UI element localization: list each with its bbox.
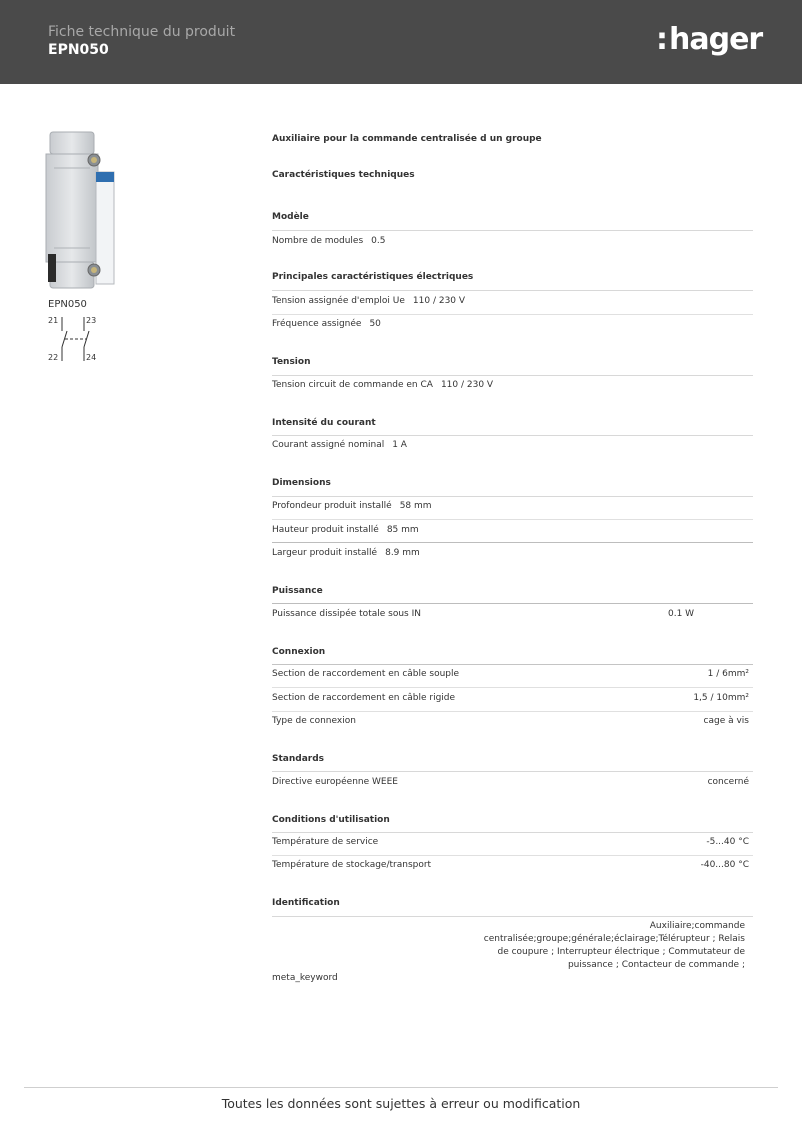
logo-text: hager — [669, 22, 763, 57]
divider — [272, 711, 753, 712]
section-title-modele: Modèle — [272, 212, 309, 222]
section-title-standards: Standards — [272, 754, 325, 764]
product-image — [44, 128, 118, 290]
spec-value: 0.1 W — [668, 609, 695, 619]
spec-label: Tension assignée d'emploi Ue — [272, 296, 405, 306]
section-title-connexion: Connexion — [272, 647, 326, 657]
spec-label: Section de raccordement en câble rigide — [272, 693, 456, 703]
spec-row — [272, 548, 749, 558]
spec-row — [272, 440, 749, 450]
spec-row — [272, 777, 749, 787]
section-title-identification: Identification — [272, 898, 340, 908]
spec-label: Température de stockage/transport — [272, 860, 432, 870]
spec-value: 85 mm — [386, 525, 419, 535]
terminal-22: 22 — [48, 353, 59, 362]
divider — [272, 832, 753, 833]
spec-label: Hauteur produit installé — [272, 525, 379, 535]
divider — [272, 687, 753, 688]
spec-row — [272, 501, 749, 511]
header-reference: EPN050 — [48, 42, 109, 58]
spec-label: meta_keyword — [272, 973, 338, 983]
divider — [272, 435, 753, 436]
section-title-electrique: Principales caractéristiques électriques — [272, 272, 474, 282]
spec-value: concerné — [707, 777, 749, 787]
spec-value: -40...80 °C — [700, 860, 749, 870]
section-title-puissance: Puissance — [272, 586, 323, 596]
spec-label: Courant assigné nominal — [272, 440, 385, 450]
spec-label: Température de service — [272, 837, 379, 847]
footer-disclaimer: Toutes les données sont sujettes à erreur ou modification — [221, 1096, 581, 1111]
footer-divider — [24, 1087, 778, 1088]
spec-row — [272, 609, 749, 619]
divider — [272, 771, 753, 772]
page-header — [0, 0, 802, 84]
spec-row — [272, 319, 749, 329]
spec-row — [272, 837, 749, 847]
spec-value: 50 — [369, 319, 381, 329]
spec-value: 1,5 / 10mm² — [693, 693, 749, 703]
spec-label: Tension circuit de commande en CA — [272, 380, 433, 390]
spec-row — [272, 693, 749, 703]
spec-row — [272, 296, 749, 306]
spec-value: 58 mm — [399, 501, 432, 511]
spec-value: cage à vis — [703, 716, 749, 726]
terminal-24: 24 — [86, 353, 97, 362]
divider — [272, 519, 753, 520]
product-label: EPN050 — [48, 299, 87, 310]
spec-value: 0.5 — [371, 236, 386, 246]
spec-label: Type de connexion — [272, 716, 356, 726]
spec-label: Profondeur produit installé — [272, 501, 392, 511]
spec-row — [272, 716, 749, 726]
spec-value: 1 A — [392, 440, 407, 450]
spec-value: 110 / 230 V — [412, 296, 466, 306]
spec-row — [272, 669, 749, 679]
spec-value: Auxiliaire;commande centralisée;groupe;générale;éclairage;Télérupteur ; Relais de coupure ; Interrupteur électrique ; Commutateur de puissance ; Contacteur de commande ; — [483, 921, 745, 970]
spec-label: Fréquence assignée — [272, 319, 362, 329]
divider — [272, 664, 753, 665]
spec-value: 8.9 mm — [385, 548, 420, 558]
spec-label: Puissance dissipée totale sous IN — [272, 609, 421, 619]
divider — [272, 603, 753, 604]
spec-label: Nombre de modules — [272, 236, 364, 246]
divider — [272, 916, 753, 917]
section-title-courant: Intensité du courant — [272, 418, 376, 428]
spec-value: 110 / 230 V — [440, 380, 494, 390]
spec-value: -5...40 °C — [706, 837, 749, 847]
logo-dots: : — [656, 22, 668, 57]
spec-row — [272, 525, 749, 535]
divider — [272, 542, 753, 543]
hager-logo — [656, 22, 762, 57]
spec-label: Largeur produit installé — [272, 548, 378, 558]
product-description: Auxiliaire pour la commande centralisée d un groupe — [272, 134, 542, 144]
header-subtitle: Fiche technique du produit — [48, 24, 236, 40]
divider — [272, 496, 753, 497]
spec-label: Directive européenne WEEE — [272, 777, 398, 787]
spec-row — [272, 860, 749, 870]
divider — [272, 855, 753, 856]
wiring-diagram — [46, 313, 102, 365]
divider — [272, 375, 753, 376]
section-title-tension: Tension — [272, 357, 311, 367]
section-title-utilisation: Conditions d'utilisation — [272, 815, 390, 825]
spec-label: Section de raccordement en câble souple — [272, 669, 460, 679]
characteristics-title: Caractéristiques techniques — [272, 170, 415, 180]
terminal-21: 21 — [48, 316, 59, 325]
spec-row — [272, 380, 749, 390]
spec-value: 1 / 6mm² — [707, 669, 749, 679]
divider — [272, 290, 753, 291]
spec-row — [272, 236, 749, 246]
divider — [272, 230, 753, 231]
section-title-dimensions: Dimensions — [272, 478, 331, 488]
divider — [272, 314, 753, 315]
spec-row — [272, 920, 749, 986]
terminal-23: 23 — [86, 316, 97, 325]
